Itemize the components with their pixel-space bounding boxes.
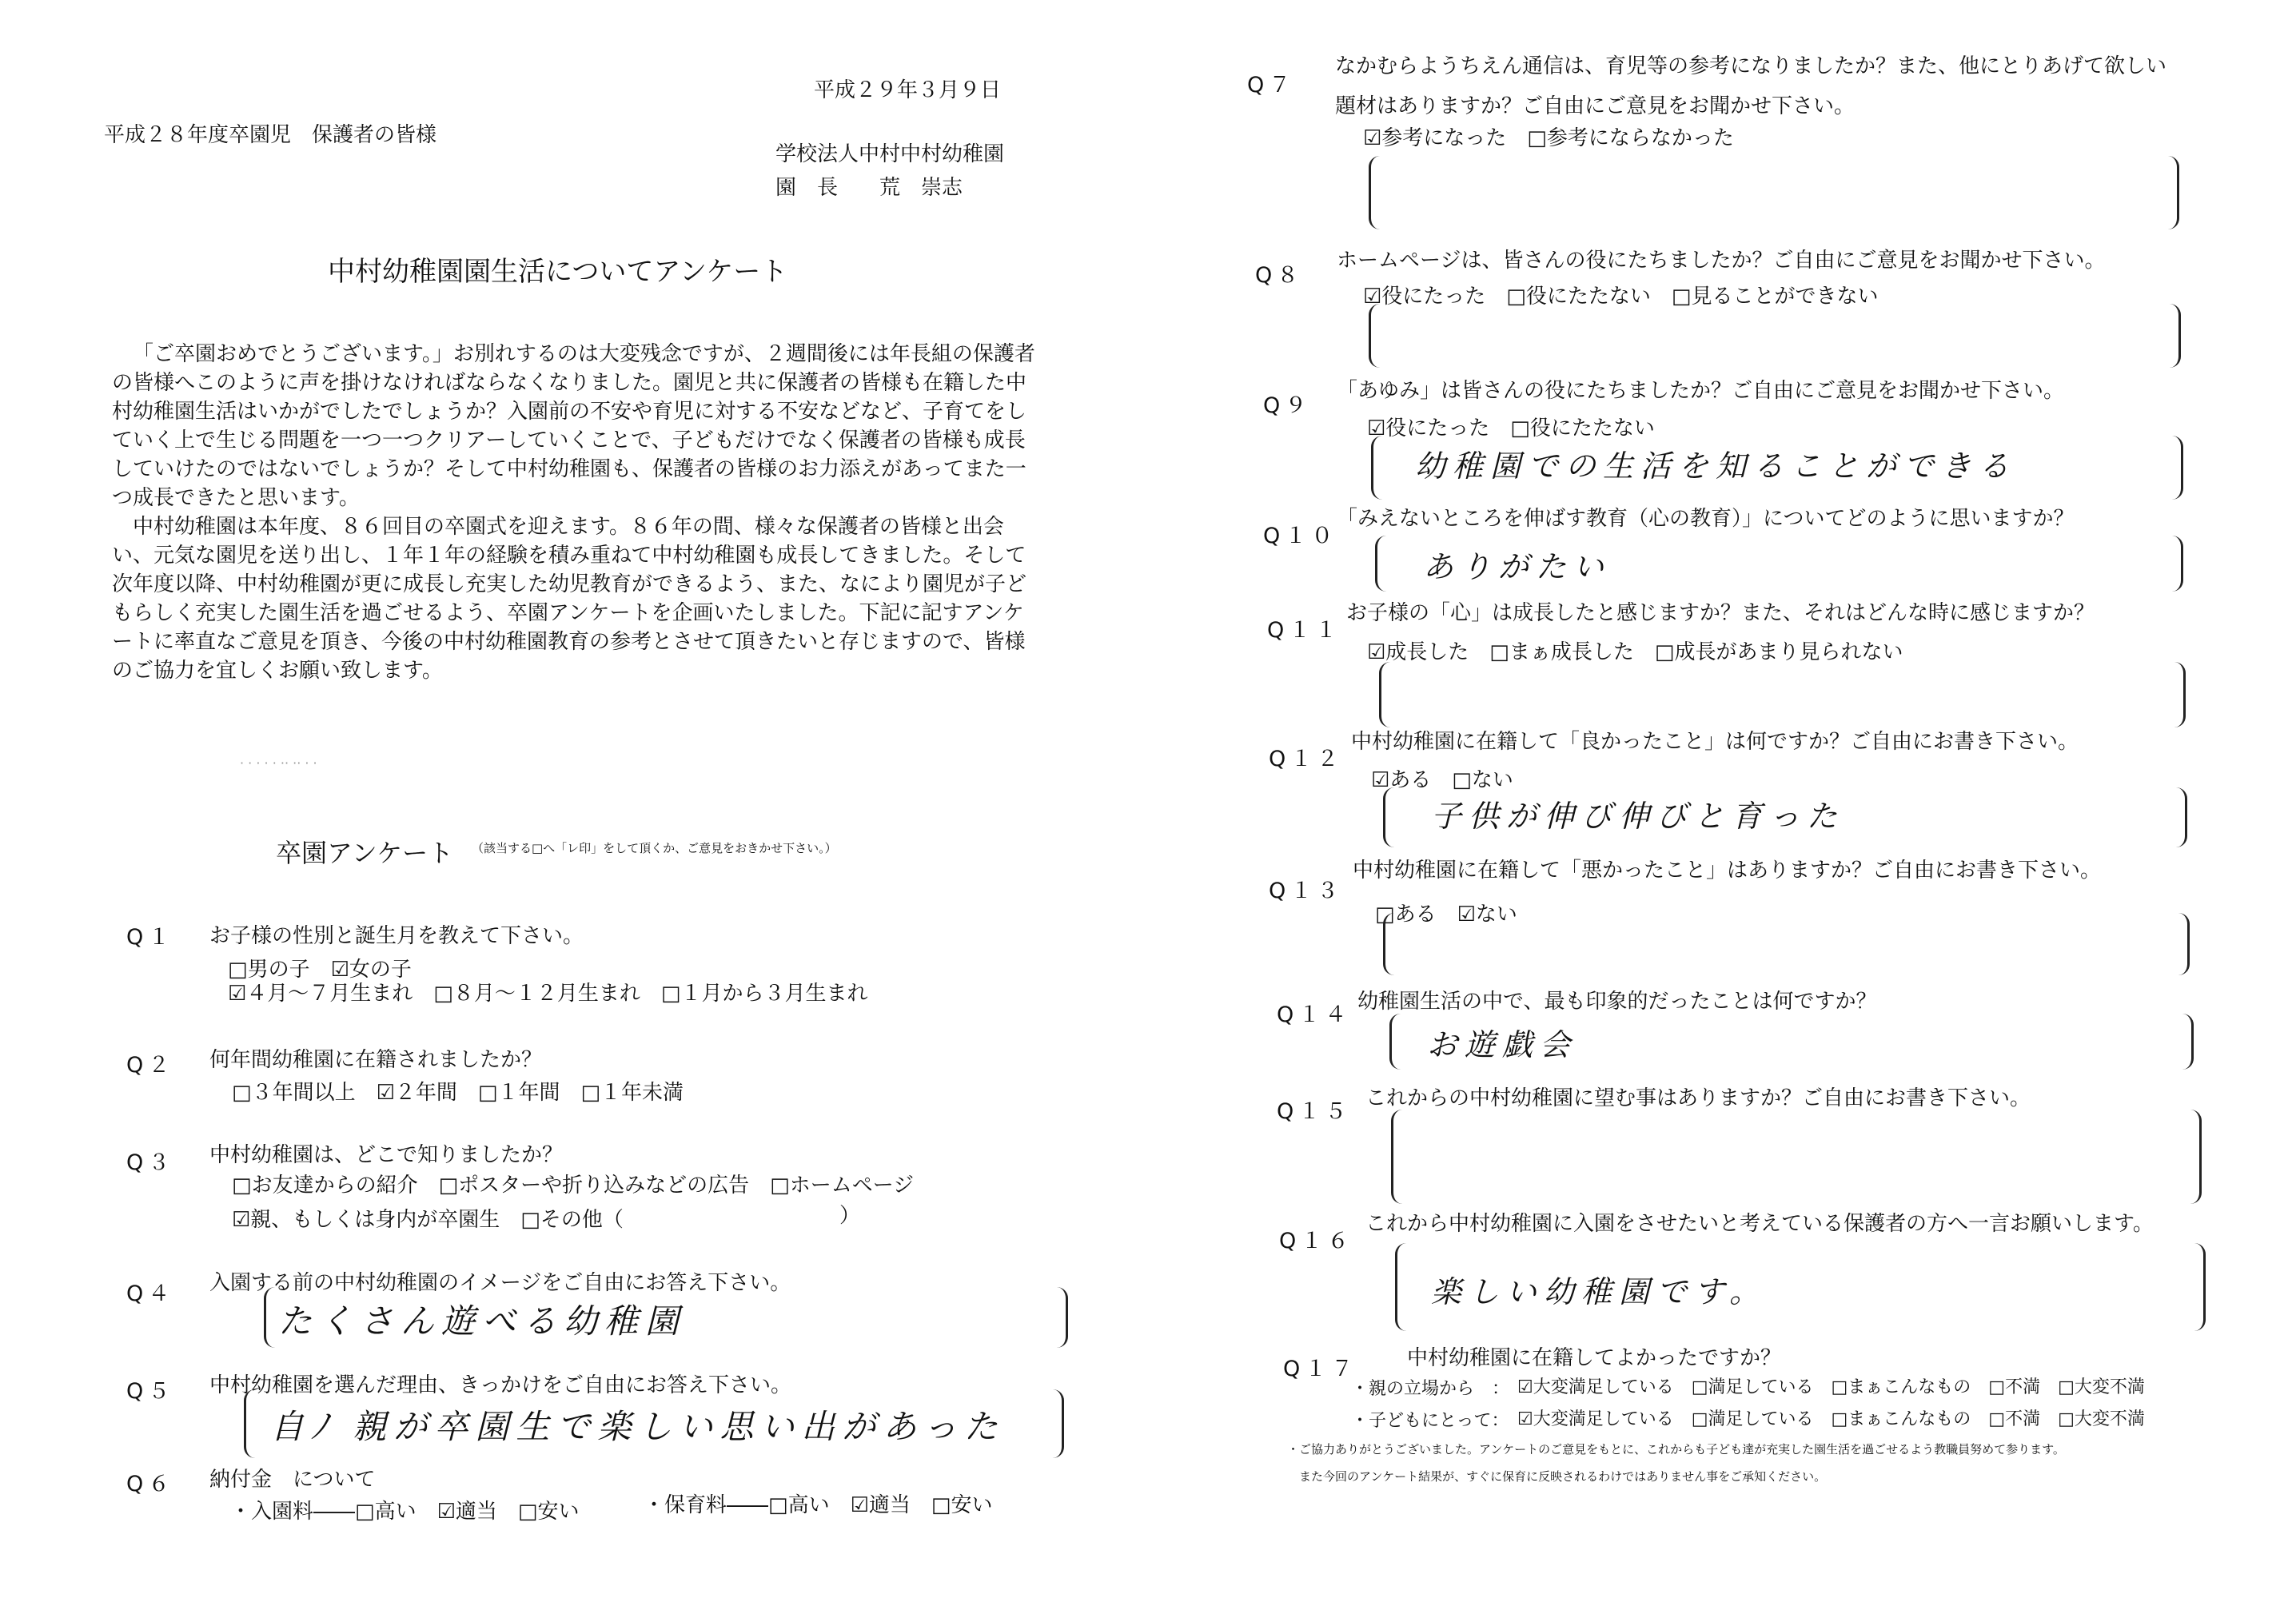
q9-options: ☑役にたった □役にたたない: [1367, 416, 1655, 440]
q17-row1-label: ・親の立場から ：: [1351, 1379, 1510, 1399]
q12-options: ☑ある □ない: [1371, 768, 1513, 792]
q3-options-1: □お友達からの紹介 □ポスターや折り込みなどの広告 □ホームページ: [232, 1174, 915, 1198]
intro-paragraph-1: 「ご卒園おめでとうございます。」お別れするのは大変残念ですが、２週間後には年長組の保護者の皆様へこのように声を掛けなければならなくなりました。園児と共に保護者の皆様も在籍した中村幼稚園生活はいかがでしたでしょうか？入園前の不安や育児に対する不安などなど、子育てをしていく上で生じる問題を一つ一つクリアーしていくことで、子どもだけでなく保護者の皆様も成長していけたのではないでしょうか？そして中村幼稚園も、保護者の皆様のお力添えがあってまた一つ成長できたと思います。: [112, 342, 1035, 510]
q6-options-1: ・入園料――□高い ☑適当 □安い: [230, 1500, 580, 1524]
q5-handwritten-answer: 自ﾉ 親が卒園生で楽しい思い出があった: [270, 1407, 1005, 1446]
q11-number: Q１１: [1267, 618, 1342, 643]
q17-text: 中村幼稚園に在籍してよかったですか？: [1407, 1346, 1782, 1370]
footer-note-1: ・ご協力ありがとうございました。アンケートのご意見をもとに、これからも子ども達が充実した園生活を過ごせるよう教職員努めて参ります。: [1287, 1442, 2065, 1457]
q7-text-2: 題材はありますか？ご自由にご意見をお聞かせ下さい。: [1335, 94, 1856, 118]
addressee: 平成２８年度卒園児 保護者の皆様: [104, 123, 437, 147]
q4-text: 入園する前の中村幼稚園のイメージをご自由にお答え下さい。: [209, 1271, 791, 1295]
date: 平成２９年３月９日: [814, 78, 1002, 102]
q9-text: 「あゆみ」は皆さんの役にたちましたか？ご自由にご意見をお聞かせ下さい。: [1337, 379, 2065, 403]
q7-number: Q７: [1247, 73, 1296, 98]
q13-text: 中村幼稚園に在籍して「悪かったこと」はありますか？ご自由にお書き下さい。: [1353, 859, 2102, 883]
q17-row1-options: ☑大変満足している □満足している □まぁこんなもの □不満 □大変不満: [1517, 1377, 2145, 1397]
intro-text: [112, 340, 1043, 685]
q17-row2-label: ・子どもにとって：: [1351, 1411, 1509, 1431]
q5-number: Q５: [126, 1379, 175, 1404]
q16-number: Q１６: [1279, 1229, 1354, 1253]
q4-handwritten-answer: たくさん遊べる幼稚園: [278, 1301, 687, 1341]
intro-paragraph-2: 中村幼稚園は本年度、８６回目の卒園式を迎えます。８６年の間、様々な保護者の皆様と出会い、元気な園児を送り出し、１年１年の経験を積み重ねて中村幼稚園も成長してきました。そして次年度以降、中村幼稚園が更に成長し充実した幼児教育ができるよう、また、なにより園児が子どもらしく充実した園生活を過ごせるよう、卒園アンケートを企画いたしました。下記に記すアンケートに率直なご意見を頂き、今後の中村幼稚園教育の参考とさせて頂きたいと存じますので、皆様のご協力を宜しくお願い致します。: [112, 515, 1027, 683]
q8-text: ホームページは、皆さんの役にたちましたか？ご自由にご意見をお聞かせ下さい。: [1337, 249, 2106, 273]
q15-number: Q１５: [1277, 1099, 1352, 1124]
q16-handwritten-answer: 楽しい幼稚園です。: [1431, 1274, 1767, 1309]
page-title: 中村幼稚園園生活についてアンケート: [328, 256, 788, 288]
q1-options-1: □男の子 ☑女の子: [228, 958, 412, 982]
q10-handwritten-answer: ありがたい: [1423, 549, 1612, 584]
survey-heading: 卒園アンケート: [276, 838, 454, 868]
q8-options: ☑役にたった □役にたたない □見ることができない: [1363, 285, 1879, 309]
q2-options: □３年間以上 ☑２年間 □１年間 □１年未満: [232, 1081, 684, 1105]
q12-number: Q１２: [1269, 747, 1344, 771]
q9-handwritten-answer: 幼稚園での生活を知ることができる: [1415, 448, 2017, 484]
q4-number: Q４: [126, 1281, 175, 1306]
q17-number: Q１７: [1283, 1357, 1358, 1381]
q6-options-2: ・保育料――□高い ☑適当 □安い: [644, 1493, 993, 1517]
q6-number: Q６: [126, 1472, 175, 1496]
q13-options: □ある ☑ない: [1375, 903, 1517, 927]
q2-text: 何年間幼稚園に在籍されましたか？: [209, 1048, 543, 1072]
q2-number: Q２: [126, 1053, 175, 1078]
q14-handwritten-answer: お遊戯会: [1427, 1027, 1578, 1062]
q17-row2-options: ☑大変満足している □満足している □まぁこんなもの □不満 □大変不満: [1517, 1409, 2145, 1429]
q1-options-2: ☑４月～７月生まれ □８月～１２月生まれ □１月から３月生まれ: [228, 982, 868, 1006]
q14-number: Q１４: [1277, 1002, 1352, 1027]
q3-number: Q３: [126, 1150, 175, 1175]
q14-text: 幼稚園生活の中で、最も印象的だったことは何ですか？: [1357, 990, 1877, 1014]
q11-options: ☑成長した □まぁ成長した □成長があまり見られない: [1367, 640, 1903, 664]
q7-options: ☑参考になった □参考にならなかった: [1363, 126, 1734, 150]
q1-text: お子様の性別と誕生月を教えて下さい。: [209, 924, 584, 948]
q3-text: 中村幼稚園は、どこで知りましたか？: [209, 1143, 564, 1167]
q7-answer-box: [1369, 156, 2179, 229]
q12-text: 中村幼稚園に在籍して「良かったこと」は何ですか？ご自由にお書き下さい。: [1351, 730, 2079, 754]
q7-text: なかむらようちえん通信は、育児等の参考になりましたか？また、他にとりあげて欲しい: [1335, 54, 2167, 78]
q5-text: 中村幼稚園を選んだ理由、きっかけをご自由にお答え下さい。: [209, 1373, 792, 1397]
q11-answer-box: [1379, 662, 2186, 727]
footer-note-2: また今回のアンケート結果が、すぐに保育に反映されるわけではありません事をご承知ください。: [1299, 1469, 1827, 1484]
q3-options-2: ☑親、もしくは身内が卒園生 □その他（: [232, 1208, 624, 1232]
school-name: 学校法人中村中村幼稚園: [775, 142, 1005, 166]
q8-answer-box: [1369, 304, 2181, 368]
q1-number: Q１: [126, 925, 175, 950]
q6-text: 納付金 について: [209, 1468, 376, 1492]
q15-answer-box: [1391, 1110, 2202, 1204]
faint-smudge: · · · · · ·· ·· · ·: [240, 755, 317, 771]
principal-name: 園 長 荒 崇志: [775, 176, 963, 200]
q3-options-2-close: ）: [839, 1204, 861, 1228]
survey-note: （該当する□へ「レ印」をして頂くか、ご意見をおきかせ下さい。）: [472, 841, 837, 855]
q12-handwritten-answer: 子供が伸び伸びと育った: [1431, 799, 1845, 834]
q13-answer-box: [1383, 913, 2190, 975]
q16-text: これから中村幼稚園に入園をさせたいと考えている保護者の方へ一言お願いします。: [1365, 1212, 2154, 1236]
q10-text: 「みえないところを伸ばす教育（心の教育）」についてどのように思いますか？: [1337, 507, 2075, 531]
q15-text: これからの中村幼稚園に望む事はありますか？ご自由にお書き下さい。: [1365, 1086, 2031, 1110]
q11-text: お子様の「心」は成長したと感じますか？また、それはどんな時に感じますか？: [1346, 601, 2095, 625]
q10-number: Q１０: [1263, 524, 1338, 548]
q8-number: Q８: [1255, 263, 1304, 288]
q13-number: Q１３: [1269, 879, 1344, 903]
q9-number: Q９: [1263, 393, 1312, 418]
